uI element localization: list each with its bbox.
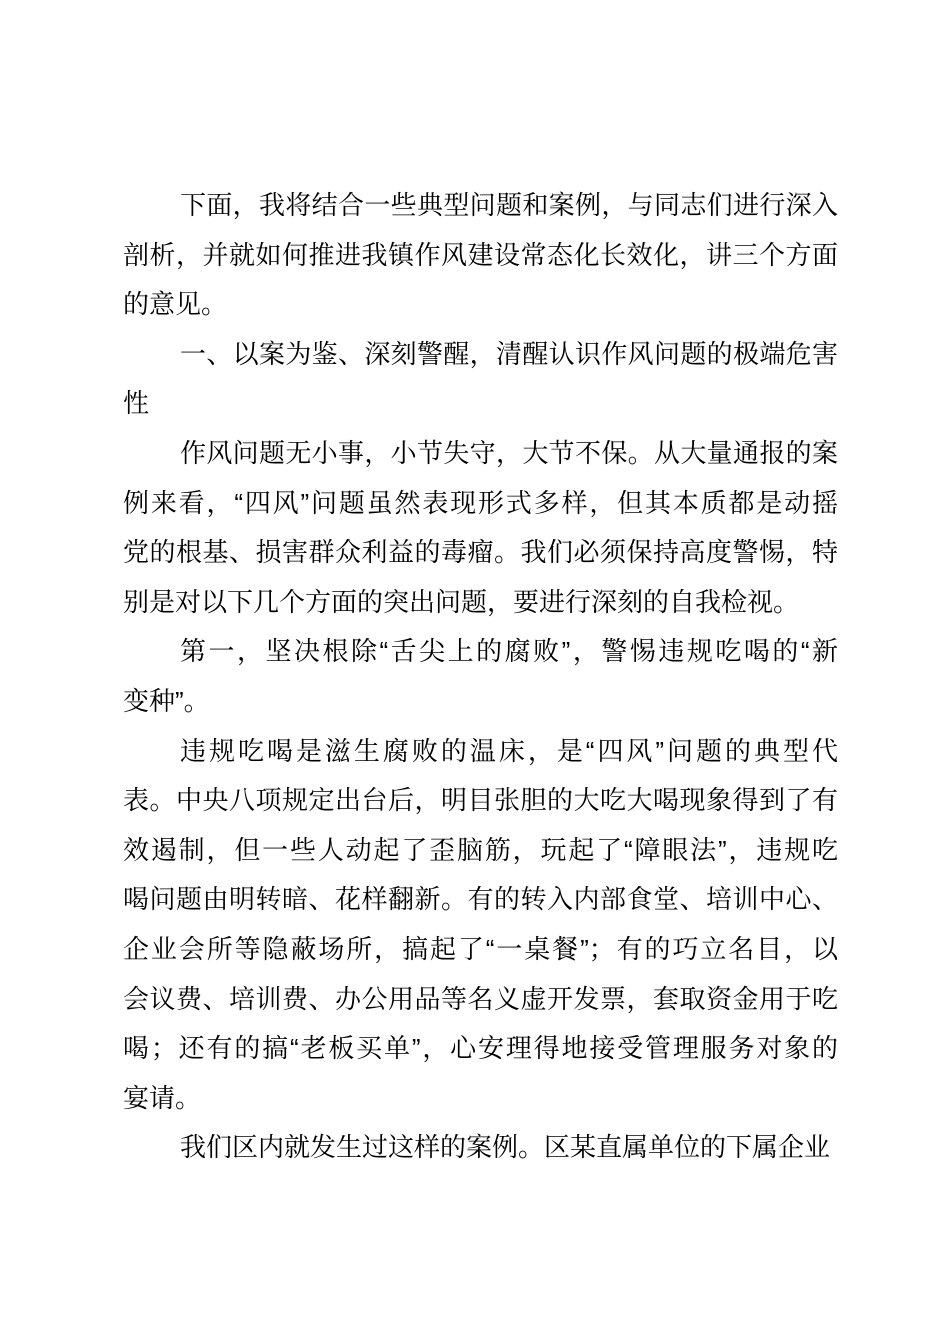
- text-line: 例来看，“四风”问题虽然表现形式多样，但其本质都是动摇: [123, 487, 838, 518]
- paragraph: [123, 181, 838, 330]
- text-line: 党的根基、损害群众利益的毒瘤。我们必须保持高度警惕，特: [123, 537, 838, 568]
- text-line: 第一，坚决根除“舌尖上的腐败”，警惕违规吃喝的“新: [180, 636, 838, 667]
- paragraph: [123, 627, 838, 726]
- text-line: 剖析，并就如何推进我镇作风建设常态化长效化，讲三个方面: [123, 239, 838, 270]
- text-line: 违规吃喝是滋生腐败的温床，是“四风”问题的典型代: [180, 735, 838, 766]
- text-line: 下面，我将结合一些典型问题和案例，与同志们进行深入: [180, 190, 838, 220]
- text-line: 宴请。: [123, 1082, 202, 1113]
- text-line: 一、以案为鉴、深刻警醒，清醒认识作风问题的极端危害: [180, 338, 838, 369]
- paragraph: [123, 1123, 838, 1173]
- text-line: 性: [123, 388, 150, 419]
- text-line: 的意见。: [123, 289, 228, 320]
- text-line: 喝；还有的搞“老板买单”，心安理得地接受管理服务对象的: [123, 1033, 838, 1064]
- section-heading: [123, 330, 838, 429]
- text-line: 别是对以下几个方面的突出问题，要进行深刻的自我检视。: [123, 586, 800, 617]
- document-body: [123, 181, 838, 1173]
- text-line: 会议费、培训费、办公用品等名义虚开发票，套取资金用于吃: [123, 983, 838, 1014]
- text-line: 变种”。: [123, 685, 210, 716]
- text-line: 喝问题由明转暗、花样翻新。有的转入内部食堂、培训中心、: [123, 884, 838, 915]
- text-line: 我们区内就发生过这样的案例。区某直属单位的下属企业: [180, 1132, 831, 1163]
- text-line: 作风问题无小事，小节失守，大节不保。从大量通报的案: [180, 437, 838, 468]
- paragraph: [123, 429, 838, 627]
- paragraph: [123, 727, 838, 1124]
- text-line: 企业会所等隐蔽场所，搞起了“一桌餐”；有的巧立名目，以: [123, 933, 838, 964]
- text-line: 效遏制，但一些人动起了歪脑筋，玩起了“障眼法”，违规吃: [123, 834, 838, 865]
- text-line: 表。中央八项规定出台后，明目张胆的大吃大喝现象得到了有: [123, 785, 838, 816]
